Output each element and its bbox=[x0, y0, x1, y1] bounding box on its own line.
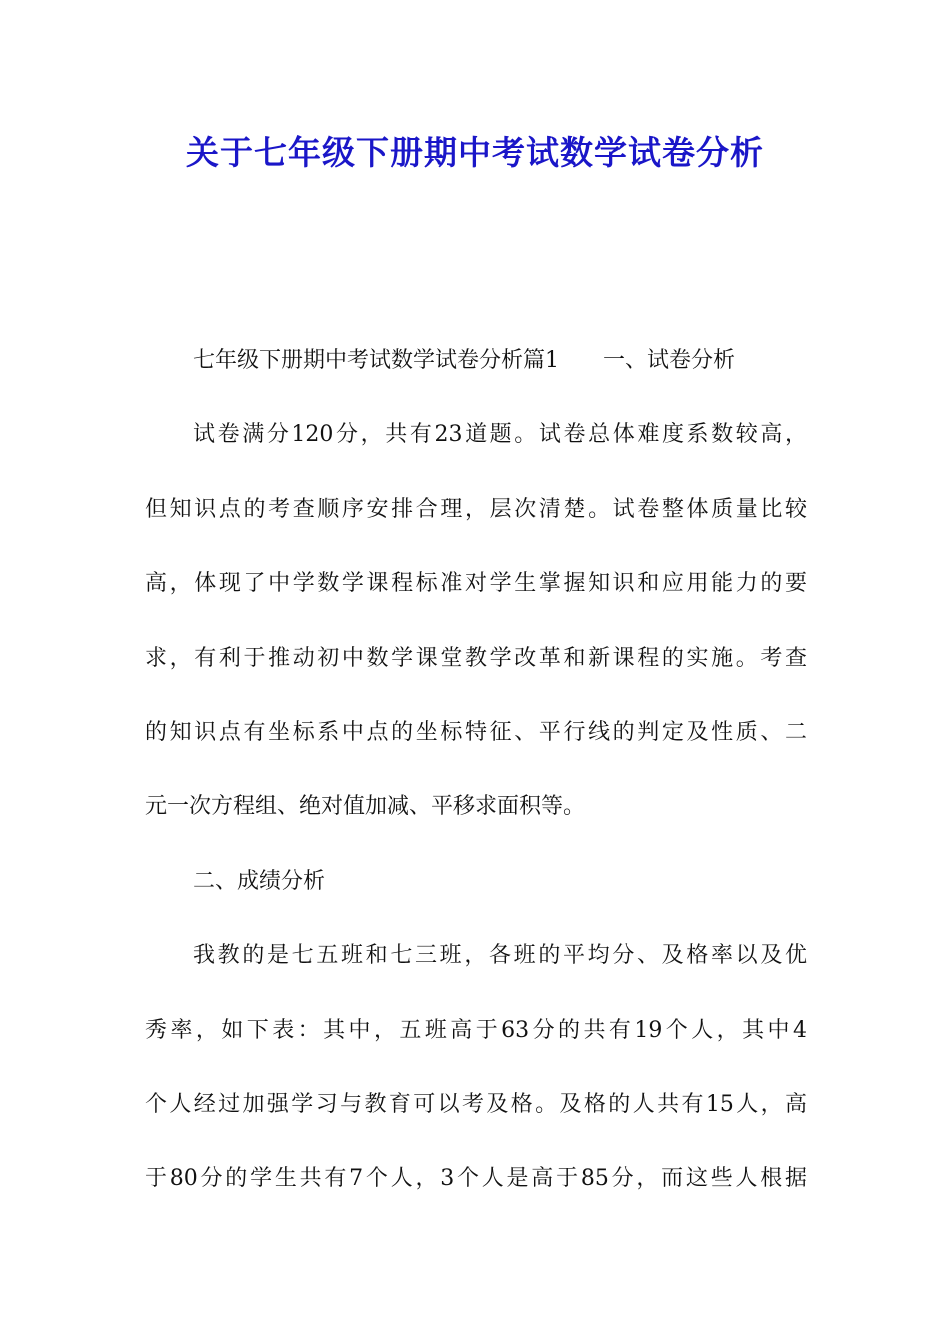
section-heading-line bbox=[145, 336, 807, 410]
paragraph-line: 的知识点有坐标系中点的坐标特征、平行线的判定及性质、二 bbox=[145, 719, 807, 745]
paragraph-line: 求，有利于推动初中数学课堂教学改革和新课程的实施。考查 bbox=[145, 645, 807, 671]
document-title: 关于七年级下册期中考试数学试卷分析 bbox=[186, 133, 764, 172]
paragraph-line: 于80分的学生共有7个人，3个人是高于85分，而这些人根据 bbox=[145, 1166, 807, 1192]
section-heading-score-analysis: 二、成绩分析 bbox=[193, 868, 326, 894]
paragraph-line: 元一次方程组、绝对值加减、平移求面积等。 bbox=[145, 794, 586, 820]
article-heading: 七年级下册期中考试数学试卷分析篇1 bbox=[193, 348, 559, 373]
paragraph-line: 高，体现了中学数学课程标准对学生掌握知识和应用能力的要 bbox=[145, 571, 807, 597]
section-heading-exam-analysis: 一、试卷分析 bbox=[603, 348, 736, 373]
paragraph-line: 我教的是七五班和七三班，各班的平均分、及格率以及优 bbox=[193, 943, 807, 969]
paragraph-line: 但知识点的考查顺序安排合理，层次清楚。试卷整体质量比较 bbox=[145, 496, 807, 522]
paragraph-line: 个人经过加强学习与教育可以考及格。及格的人共有15人，高 bbox=[145, 1091, 807, 1117]
paragraph-line: 秀率，如下表：其中，五班高于63分的共有19个人，其中4 bbox=[145, 1017, 807, 1043]
paragraph-line: 试卷满分120分，共有23道题。试卷总体难度系数较高， bbox=[193, 422, 807, 448]
document-body bbox=[145, 336, 807, 1229]
